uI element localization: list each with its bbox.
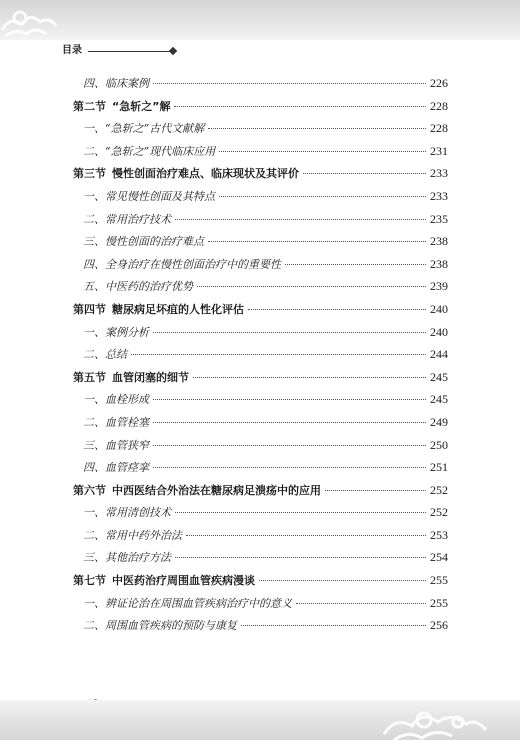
toc-leader-dots <box>186 535 426 536</box>
toc-item-row[interactable] <box>73 388 448 411</box>
toc-entry-label: 一、案例分析 <box>83 325 149 339</box>
toc-item-row[interactable] <box>73 614 448 637</box>
toc-page-number: 245 <box>430 369 448 384</box>
toc-entry-label: 四、临床案例 <box>83 77 149 90</box>
toc-page-number: 256 <box>430 618 448 633</box>
toc-entry-label: “急斩之”解 <box>112 99 171 113</box>
toc-section-row[interactable] <box>73 366 448 389</box>
toc-leader-dots <box>248 309 426 310</box>
toc-entry-label: 二、血管栓塞 <box>83 415 149 429</box>
toc-page-number: 239 <box>430 279 448 294</box>
toc-entry-label: 糖尿病足坏疽的人性化评估 <box>112 302 244 316</box>
toc-entry-label: 四、血管痉挛 <box>83 461 149 475</box>
toc-page-number: 252 <box>430 482 448 497</box>
toc-page-number: 255 <box>430 595 448 610</box>
toc-item-row[interactable] <box>73 321 448 344</box>
toc-leader-dots <box>241 625 426 626</box>
toc-page-number: 228 <box>430 98 448 113</box>
toc-page-number: 252 <box>430 505 448 520</box>
toc-leader-dots <box>325 490 426 491</box>
toc-entry-label: 一、“急斩之”古代文献解 <box>83 122 205 136</box>
toc-entry-label: 血管闭塞的细节 <box>112 370 189 384</box>
toc-page-number: 251 <box>430 460 448 475</box>
toc-page-number: 254 <box>430 550 448 565</box>
toc-leader-dots <box>303 173 426 174</box>
toc-page-number: 240 <box>430 301 448 316</box>
toc-section-number: 第七节 <box>73 574 106 588</box>
toc-leader-dots <box>174 106 426 107</box>
toc-leader-dots <box>175 219 426 220</box>
toc-leader-dots <box>259 580 426 581</box>
top-decorative-band <box>0 0 520 40</box>
toc-page-number: 240 <box>430 324 448 339</box>
toc-leader-dots <box>175 512 426 513</box>
toc-section-row[interactable] <box>73 162 448 185</box>
running-header <box>62 44 462 58</box>
toc-page-number: 235 <box>430 211 448 226</box>
toc-section-number: 第二节 <box>73 99 106 113</box>
toc-item-row[interactable] <box>73 140 448 163</box>
toc-section-row[interactable] <box>73 569 448 592</box>
cloud-ornament-icon <box>380 700 490 740</box>
toc-entry-label: 五、中医药的治疗优势 <box>83 280 193 294</box>
toc-entry-label: 三、血管狭窄 <box>83 438 149 452</box>
toc-item-row[interactable] <box>73 546 448 569</box>
toc-section-row[interactable] <box>73 95 448 118</box>
toc-entry-label: 慢性创面治疗难点、临床现状及其评价 <box>112 167 299 181</box>
toc-item-row[interactable] <box>73 501 448 524</box>
toc-item-row[interactable] <box>73 456 448 479</box>
toc-leader-dots <box>153 332 426 333</box>
table-of-contents <box>73 72 448 637</box>
toc-item-row[interactable] <box>73 253 448 276</box>
toc-section-row[interactable] <box>73 479 448 502</box>
toc-item-row[interactable] <box>73 524 448 547</box>
toc-entry-label: 中西医结合外治法在糖尿病足溃疡中的应用 <box>112 483 321 497</box>
header-diamond-icon <box>169 47 177 55</box>
toc-entry-label: 二、总结 <box>83 348 127 362</box>
toc-page-number: 226 <box>430 76 448 90</box>
toc-entry-label: 二、常用治疗技术 <box>83 212 171 226</box>
toc-page-number: 228 <box>430 121 448 136</box>
toc-page-number: 233 <box>430 188 448 203</box>
toc-leader-dots <box>208 128 426 129</box>
toc-entry-label: 二、常用中药外治法 <box>83 528 182 542</box>
toc-entry-label: 一、辨证论治在周围血管疾病治疗中的意义 <box>83 596 292 610</box>
toc-item-row[interactable] <box>73 343 448 366</box>
toc-entry-label: 一、常用清创技术 <box>83 506 171 520</box>
toc-leader-dots <box>219 196 426 197</box>
toc-page-number: 255 <box>430 573 448 588</box>
toc-item-row[interactable] <box>73 411 448 434</box>
toc-item-row[interactable] <box>73 230 448 253</box>
toc-page-number: 250 <box>430 437 448 452</box>
toc-item-row[interactable] <box>73 208 448 231</box>
toc-item-row[interactable] <box>73 117 448 140</box>
toc-leader-dots <box>153 467 426 468</box>
toc-page-number: 249 <box>430 414 448 429</box>
toc-leader-dots <box>193 377 426 378</box>
toc-page-number: 238 <box>430 256 448 271</box>
toc-item-row[interactable] <box>73 185 448 208</box>
toc-item-row[interactable] <box>73 275 448 298</box>
toc-entry-label: 四、全身治疗在慢性创面治疗中的重要性 <box>83 257 281 271</box>
toc-page-number: 245 <box>430 392 448 407</box>
toc-section-number: 第四节 <box>73 302 106 316</box>
toc-entry-label: 一、常见慢性创面及其特点 <box>83 189 215 203</box>
toc-leader-dots <box>131 354 426 355</box>
toc-entry-label: 三、其他治疗方法 <box>83 551 171 565</box>
toc-leader-dots <box>208 241 426 242</box>
toc-entry-label: 三、慢性创面的治疗难点 <box>83 235 204 249</box>
header-title: 目录 <box>62 45 82 56</box>
toc-item-row[interactable] <box>73 434 448 457</box>
toc-leader-dots <box>197 286 426 287</box>
toc-entry-label: 二、周围血管疾病的预防与康复 <box>83 619 237 633</box>
toc-entry-label: 一、血栓形成 <box>83 393 149 407</box>
toc-leader-dots <box>153 83 426 84</box>
toc-leader-dots <box>153 399 426 400</box>
toc-section-number: 第五节 <box>73 370 106 384</box>
toc-section-number: 第六节 <box>73 483 106 497</box>
toc-item-row[interactable] <box>73 592 448 615</box>
toc-page-number: 231 <box>430 143 448 158</box>
toc-leader-dots <box>153 445 426 446</box>
toc-page-number: 244 <box>430 347 448 362</box>
toc-section-row[interactable] <box>73 298 448 321</box>
toc-page-number: 253 <box>430 527 448 542</box>
toc-entry-label: 二、“急斩之”现代临床应用 <box>83 144 216 158</box>
header-rule <box>88 51 172 52</box>
toc-section-number: 第三节 <box>73 167 106 181</box>
toc-item-row[interactable] <box>73 72 448 95</box>
toc-page-number: 238 <box>430 234 448 249</box>
toc-leader-dots <box>175 557 426 558</box>
toc-entry-label: 中医药治疗周围血管疾病漫谈 <box>112 574 255 588</box>
toc-leader-dots <box>153 422 426 423</box>
toc-leader-dots <box>219 151 426 152</box>
toc-leader-dots <box>285 264 426 265</box>
cloud-ornament-icon <box>0 0 60 40</box>
toc-page-number: 233 <box>430 166 448 181</box>
toc-leader-dots <box>296 603 426 604</box>
